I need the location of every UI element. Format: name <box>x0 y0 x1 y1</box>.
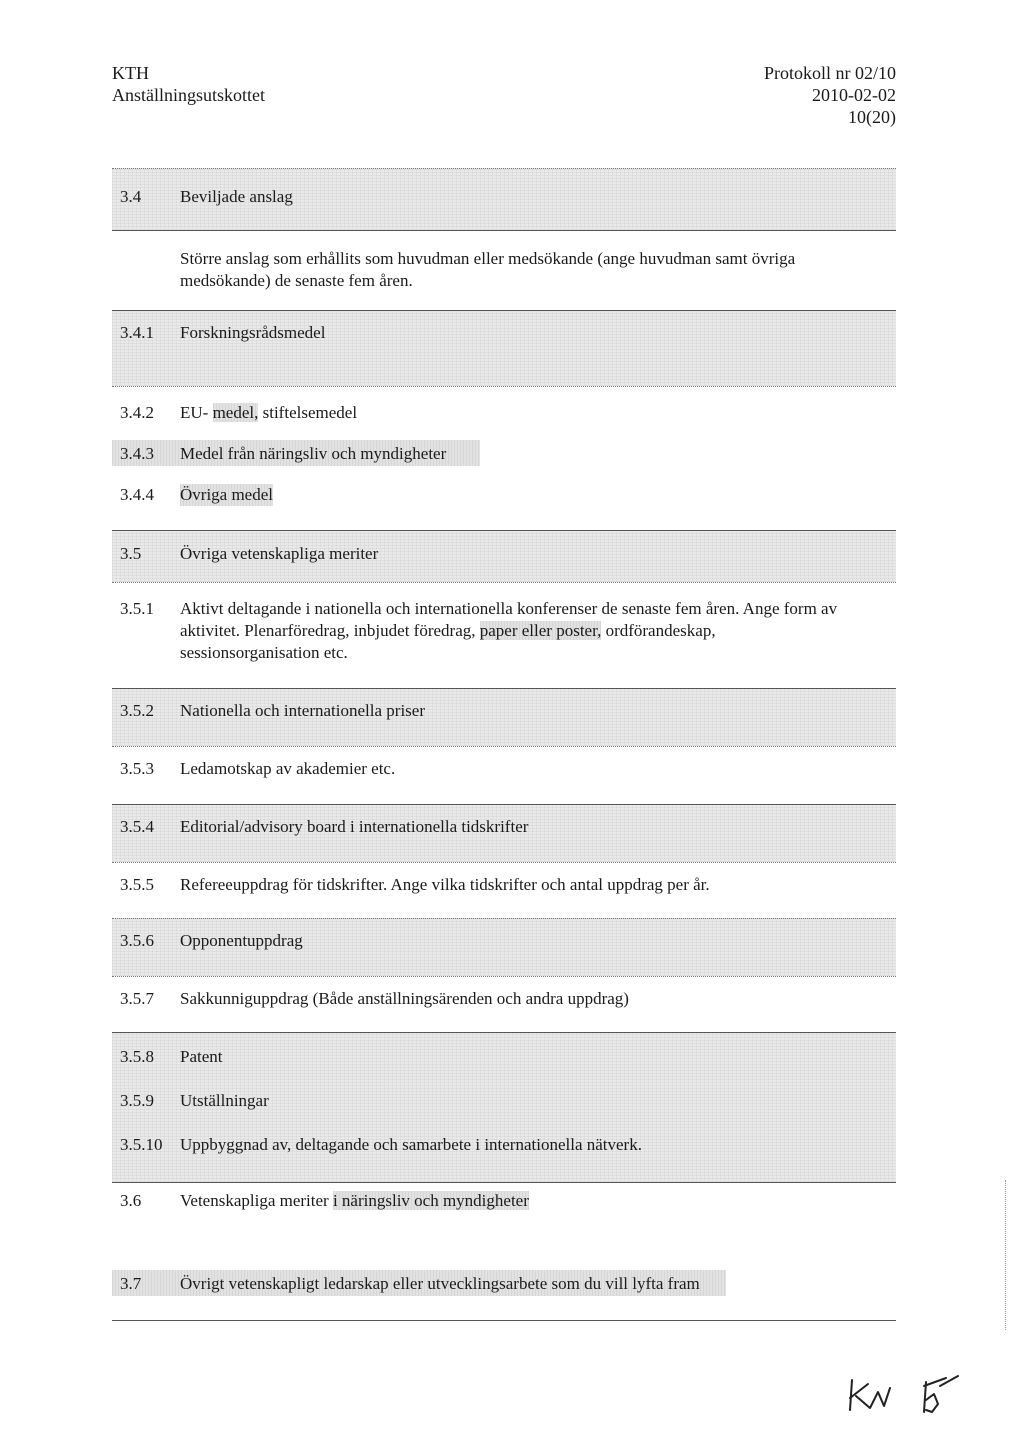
section-title: Övriga medel <box>180 485 273 504</box>
page-number: 10(20) <box>848 107 896 127</box>
section-title: Sakkunniguppdrag (Både anställningsärenden och andra uppdrag) <box>180 989 629 1008</box>
divider <box>112 386 896 387</box>
title-part: EU- <box>180 403 209 422</box>
committee-name: Anställningsutskottet <box>112 85 265 105</box>
section-number: 3.5.5 <box>120 875 154 894</box>
section-number: 3.5.9 <box>120 1091 154 1110</box>
divider <box>112 918 896 919</box>
section-title <box>180 402 357 424</box>
section-text-line: Aktivt deltagande i nationella och internationella konferenser de senaste fem åren. Ange form av <box>180 599 838 618</box>
section-number: 3.5.8 <box>120 1047 154 1066</box>
section-title: Beviljade anslag <box>180 187 293 206</box>
divider <box>112 862 896 863</box>
section-title: Refereeuppdrag för tidskrifter. Ange vilka tidskrifter och antal uppdrag per år. <box>180 875 710 894</box>
title-part: Vetenskapliga meriter <box>180 1191 329 1210</box>
section-number: 3.5 <box>120 544 142 563</box>
section-number: 3.5.7 <box>120 989 154 1008</box>
section-description-line: medsökande) de senaste fem åren. <box>180 271 413 290</box>
section-number: 3.5.10 <box>120 1135 163 1154</box>
section-title: Nationella och internationella priser <box>180 701 425 720</box>
section-number: 3.4 <box>120 187 142 206</box>
divider <box>112 168 896 169</box>
text-part: aktivitet. Plenarföredrag, inbjudet föredrag, <box>180 621 476 640</box>
divider <box>112 976 896 977</box>
section-number: 3.4.3 <box>120 444 154 463</box>
section-title: Opponentuppdrag <box>180 931 303 950</box>
section-description-line: Större anslag som erhållits som huvudman eller medsökande (ange huvudman samt övriga <box>180 249 796 268</box>
section-number: 3.5.4 <box>120 817 154 836</box>
section-text-line <box>180 620 716 642</box>
section-title: Editorial/advisory board i internationella tidskrifter <box>180 817 529 836</box>
protocol-number: Protokoll nr 02/10 <box>763 63 896 83</box>
section-title <box>180 1190 529 1212</box>
section-text-line: sessionsorganisation etc. <box>180 643 348 662</box>
title-part: stiftelsemedel <box>262 403 358 422</box>
section-title: Utställningar <box>180 1091 269 1110</box>
section-number: 3.4.2 <box>120 403 154 422</box>
divider <box>112 746 896 747</box>
section-number: 3.5.3 <box>120 759 154 778</box>
section-number: 3.4.4 <box>120 485 154 504</box>
section-number: 3.6 <box>120 1191 142 1210</box>
section-title: Övriga vetenskapliga meriter <box>180 544 379 563</box>
section-title: Ledamotskap av akademier etc. <box>180 759 396 778</box>
highlighted-text: i näringsliv och myndigheter <box>332 1191 529 1210</box>
divider <box>112 688 896 689</box>
section-title: Patent <box>180 1047 223 1066</box>
org-name: KTH <box>112 63 149 83</box>
section-number: 3.5.6 <box>120 931 154 950</box>
margin-mark <box>1005 1180 1006 1330</box>
divider <box>112 310 896 311</box>
section-title: Medel från näringsliv och myndigheter <box>180 444 447 463</box>
section-number: 3.7 <box>120 1274 142 1293</box>
section-number: 3.5.2 <box>120 701 154 720</box>
section-title: Forskningsrådsmedel <box>180 323 326 342</box>
highlighted-text: paper eller poster, <box>479 621 602 640</box>
section-title: Övrigt vetenskapligt ledarskap eller utvecklingsarbete som du vill lyfta fram <box>180 1274 700 1293</box>
protocol-date: 2010-02-02 <box>812 85 896 105</box>
section-number: 3.5.1 <box>120 599 154 618</box>
highlighted-text: medel, <box>212 403 259 422</box>
divider <box>112 1032 896 1033</box>
divider <box>112 230 896 231</box>
divider <box>112 804 896 805</box>
section-title: Uppbyggnad av, deltagande och samarbete i internationella nätverk. <box>180 1135 642 1154</box>
divider <box>112 1182 896 1183</box>
divider <box>112 582 896 583</box>
divider <box>112 530 896 531</box>
text-part: ordförandeskap, <box>605 621 716 640</box>
handwritten-initials <box>840 1358 990 1418</box>
section-number: 3.4.1 <box>120 323 154 342</box>
divider <box>112 1320 896 1321</box>
